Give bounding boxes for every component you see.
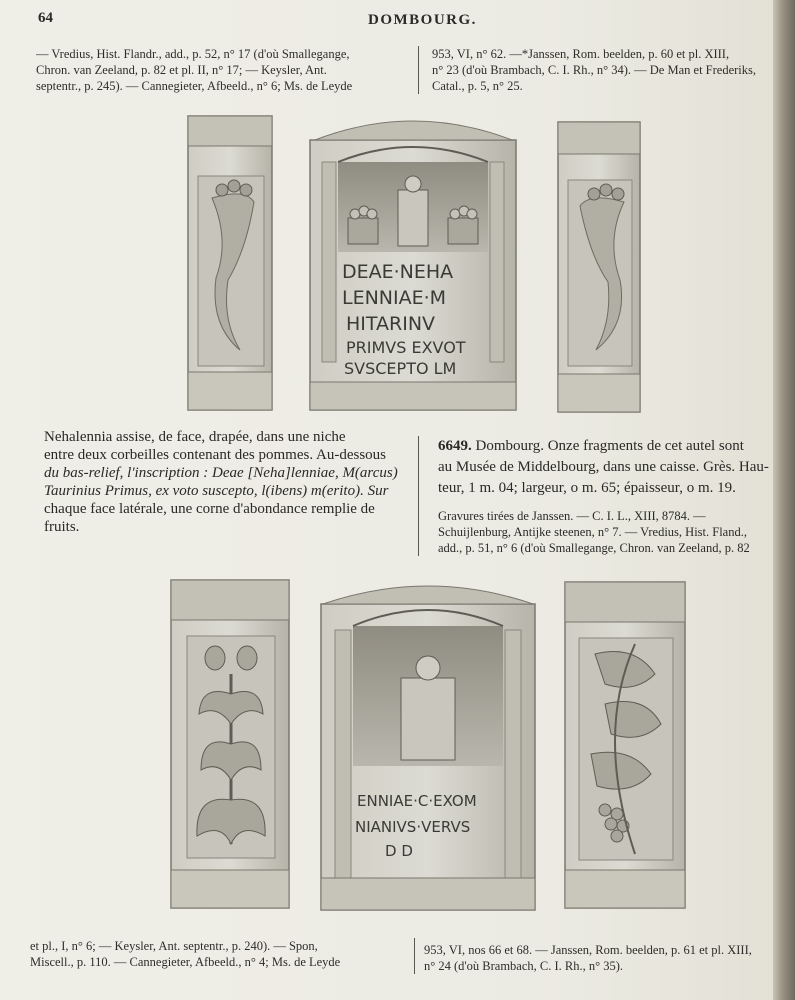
- page-header: [38, 10, 778, 34]
- reference-line: Gravures tirées de Janssen. — C. I. L., XIII, 8784. —: [438, 509, 706, 523]
- bottom-left-citation: [30, 938, 410, 970]
- inscription-line: DEAE·NEHA: [342, 261, 454, 283]
- citation-line: — Vredius, Hist. Flandr., add., p. 52, n° 17 (d'où Smallegange,: [36, 47, 350, 61]
- page-number: 64: [38, 10, 53, 26]
- reference-line: Schuijlenburg, Antijke steenen, n° 7. — Vredius, Hist. Fland.,: [438, 525, 747, 539]
- left-side-face: [188, 116, 272, 410]
- fruit-basket-icon: [448, 206, 478, 244]
- left-side-face: [171, 580, 289, 908]
- front-face: [310, 121, 516, 410]
- citation-line: septentr., p. 245). — Cannegieter, Afbeeld., n° 6; Ms. de Leyde: [36, 79, 353, 93]
- book-gutter-shadow: [773, 0, 795, 1000]
- citation-line: 953, VI, nos 66 et 68. — Janssen, Rom. beelden, p. 61 et pl. XIII,: [424, 943, 752, 957]
- inscription-line: SVSCEPTO LM: [344, 359, 457, 378]
- front-face: [321, 586, 535, 910]
- entry-line: au Musée de Middelbourg, dans une caisse. Grès. Hau-: [438, 459, 769, 475]
- citation-line: n° 24 (d'où Brambach, C. I. Rh., n° 35).: [424, 959, 624, 973]
- citation-line: 953, VI, n° 62. —*Janssen, Rom. beelden, p. 60 et pl. XIII,: [432, 47, 730, 61]
- citation-line: n° 23 (d'où Brambach, C. I. Rh., n° 34). — De Man et Frederiks,: [432, 63, 756, 77]
- right-side-face: [558, 122, 640, 412]
- altar-figure-top: [150, 110, 710, 415]
- description-line: Taurinius Primus, ex voto suscepto, l(ibens) m(erito). Sur: [44, 483, 389, 499]
- fruit-basket-icon: [348, 206, 378, 244]
- inscription-line: PRIMVS EXVOT: [346, 338, 466, 357]
- top-right-citation: [432, 46, 778, 94]
- top-left-citation: [36, 46, 410, 94]
- description-line: Nehalennia assise, de face, drapée, dans une niche: [44, 429, 346, 445]
- description-line: du bas-relief, l'inscription : Deae [Neha]lenniae, M(arcus): [44, 465, 398, 481]
- description-line: chaque face latérale, une corne d'abondance remplie de: [44, 501, 375, 517]
- inscription-line: NIANIVS·VERVS: [355, 818, 471, 836]
- entry-line: Dombourg. Onze fragments de cet autel sont: [475, 438, 744, 454]
- inscription-line: HITARINV: [346, 313, 436, 335]
- inscription-line: D D: [385, 842, 413, 860]
- entry-line: teur, 1 m. 04; largeur, o m. 65; épaisseur, o m. 19.: [438, 480, 736, 496]
- description-text: [44, 428, 404, 536]
- reference-line: add., p. 51, n° 6 (d'où Smallegange, Chron. van Zeeland, p. 82: [438, 541, 750, 555]
- citation-line: Catal., p. 5, n° 25.: [432, 79, 523, 93]
- citation-line: Miscell., p. 110. — Cannegieter, Afbeeld., n° 4; Ms. de Leyde: [30, 955, 341, 969]
- inscription-line: LENNIAE·M: [342, 287, 447, 309]
- column-divider: [418, 46, 419, 94]
- altar-figure-bottom: [150, 574, 710, 914]
- column-divider: [418, 436, 419, 556]
- catalog-references: [438, 508, 778, 556]
- description-line: fruits.: [44, 519, 80, 535]
- inscription-line: ENNIAE·C·EXOM: [357, 792, 477, 810]
- running-title: DOMBOURG.: [368, 12, 477, 28]
- right-side-face: [565, 582, 685, 908]
- bottom-right-citation: [424, 942, 778, 974]
- description-line: entre deux corbeilles contenant des pommes. Au-dessous: [44, 447, 386, 463]
- citation-line: Chron. van Zeeland, p. 82 et pl. II, n° 17; — Keysler, Ant.: [36, 63, 327, 77]
- citation-line: et pl., I, n° 6; — Keysler, Ant. septentr., p. 240). — Spon,: [30, 939, 318, 953]
- catalog-entry: [438, 436, 778, 499]
- entry-number: 6649.: [438, 438, 472, 454]
- column-divider: [414, 938, 415, 974]
